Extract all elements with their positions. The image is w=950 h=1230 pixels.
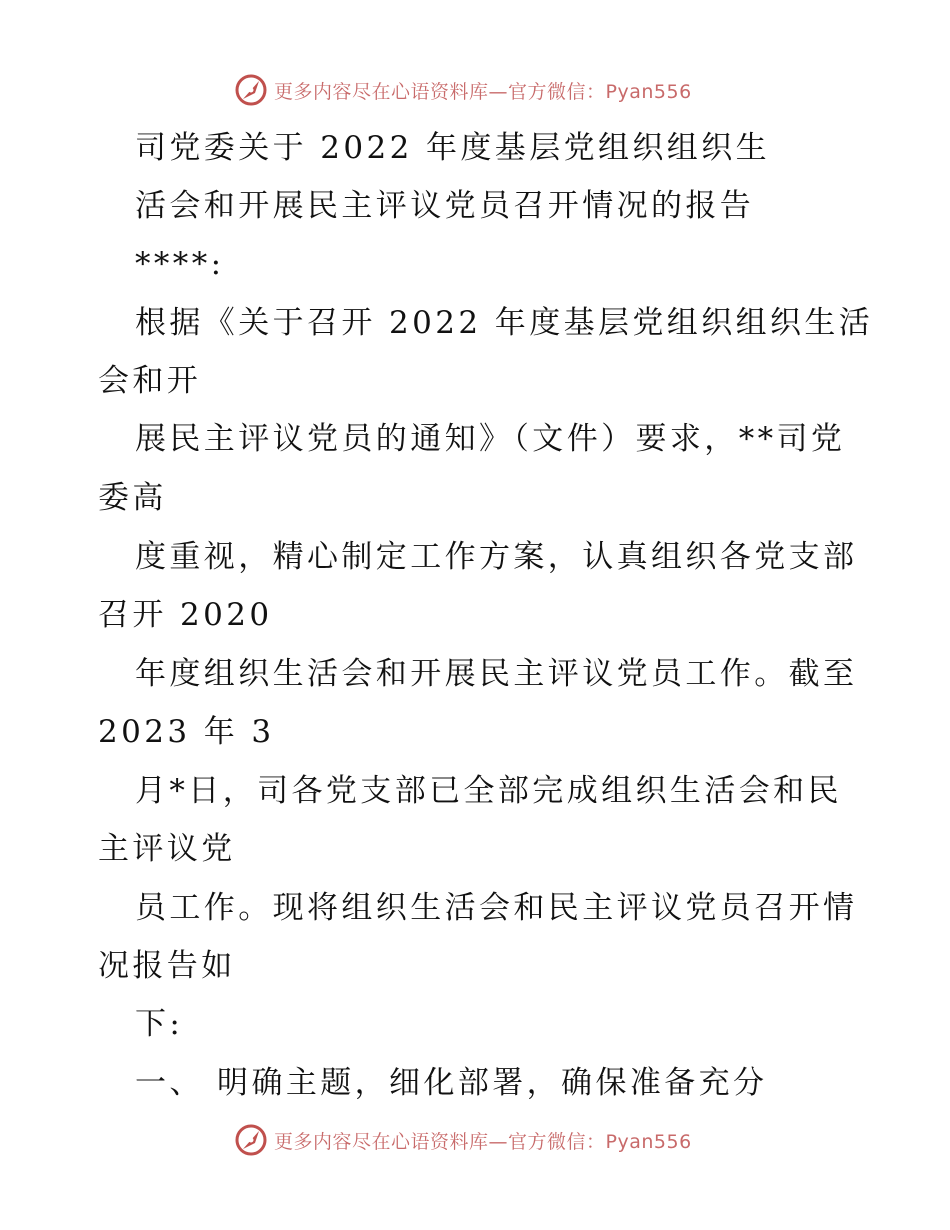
watermark-text: 更多内容尽在心语资料库—官方微信：Pyan556 [274, 1130, 692, 1153]
body-line: 下: [135, 1006, 184, 1042]
watermark-banner-top [234, 73, 714, 107]
body-line: 2023 年 3 [98, 714, 275, 750]
watermark-text: 更多内容尽在心语资料库—官方微信：Pyan556 [274, 80, 692, 103]
section-heading-1: 一、 明确主题，细化部署，确保准备充分 [135, 1065, 768, 1101]
body-line: 主评议党 [98, 831, 236, 867]
salutation: ****: [135, 246, 225, 282]
body-line: 度重视，精心制定工作方案，认真组织各党支部 [135, 539, 858, 575]
body-line: 根据《关于召开 2022 年度基层党组织组织生活 [135, 305, 874, 341]
body-line: 会和开 [98, 363, 202, 399]
quill-logo-icon [234, 1123, 268, 1157]
body-line: 年度组织生活会和开展民主评议党员工作。截至 [135, 656, 858, 692]
body-line: 员工作。现将组织生活会和民主评议党员召开情 [135, 890, 858, 926]
body-line: 况报告如 [98, 948, 236, 984]
body-line: 委高 [98, 480, 167, 516]
title-line-2: 活会和开展民主评议党员召开情况的报告 [135, 188, 755, 224]
quill-logo-icon [234, 73, 268, 107]
body-line: 召开 2020 [98, 597, 273, 633]
title-line-1: 司党委关于 2022 年度基层党组织组织生 [135, 130, 770, 166]
watermark-banner-bottom [234, 1123, 714, 1157]
body-line: 展民主评议党员的通知》（文件）要求，**司党 [135, 421, 846, 457]
body-line: 月*日，司各党支部已全部完成组织生活会和民 [135, 773, 842, 809]
